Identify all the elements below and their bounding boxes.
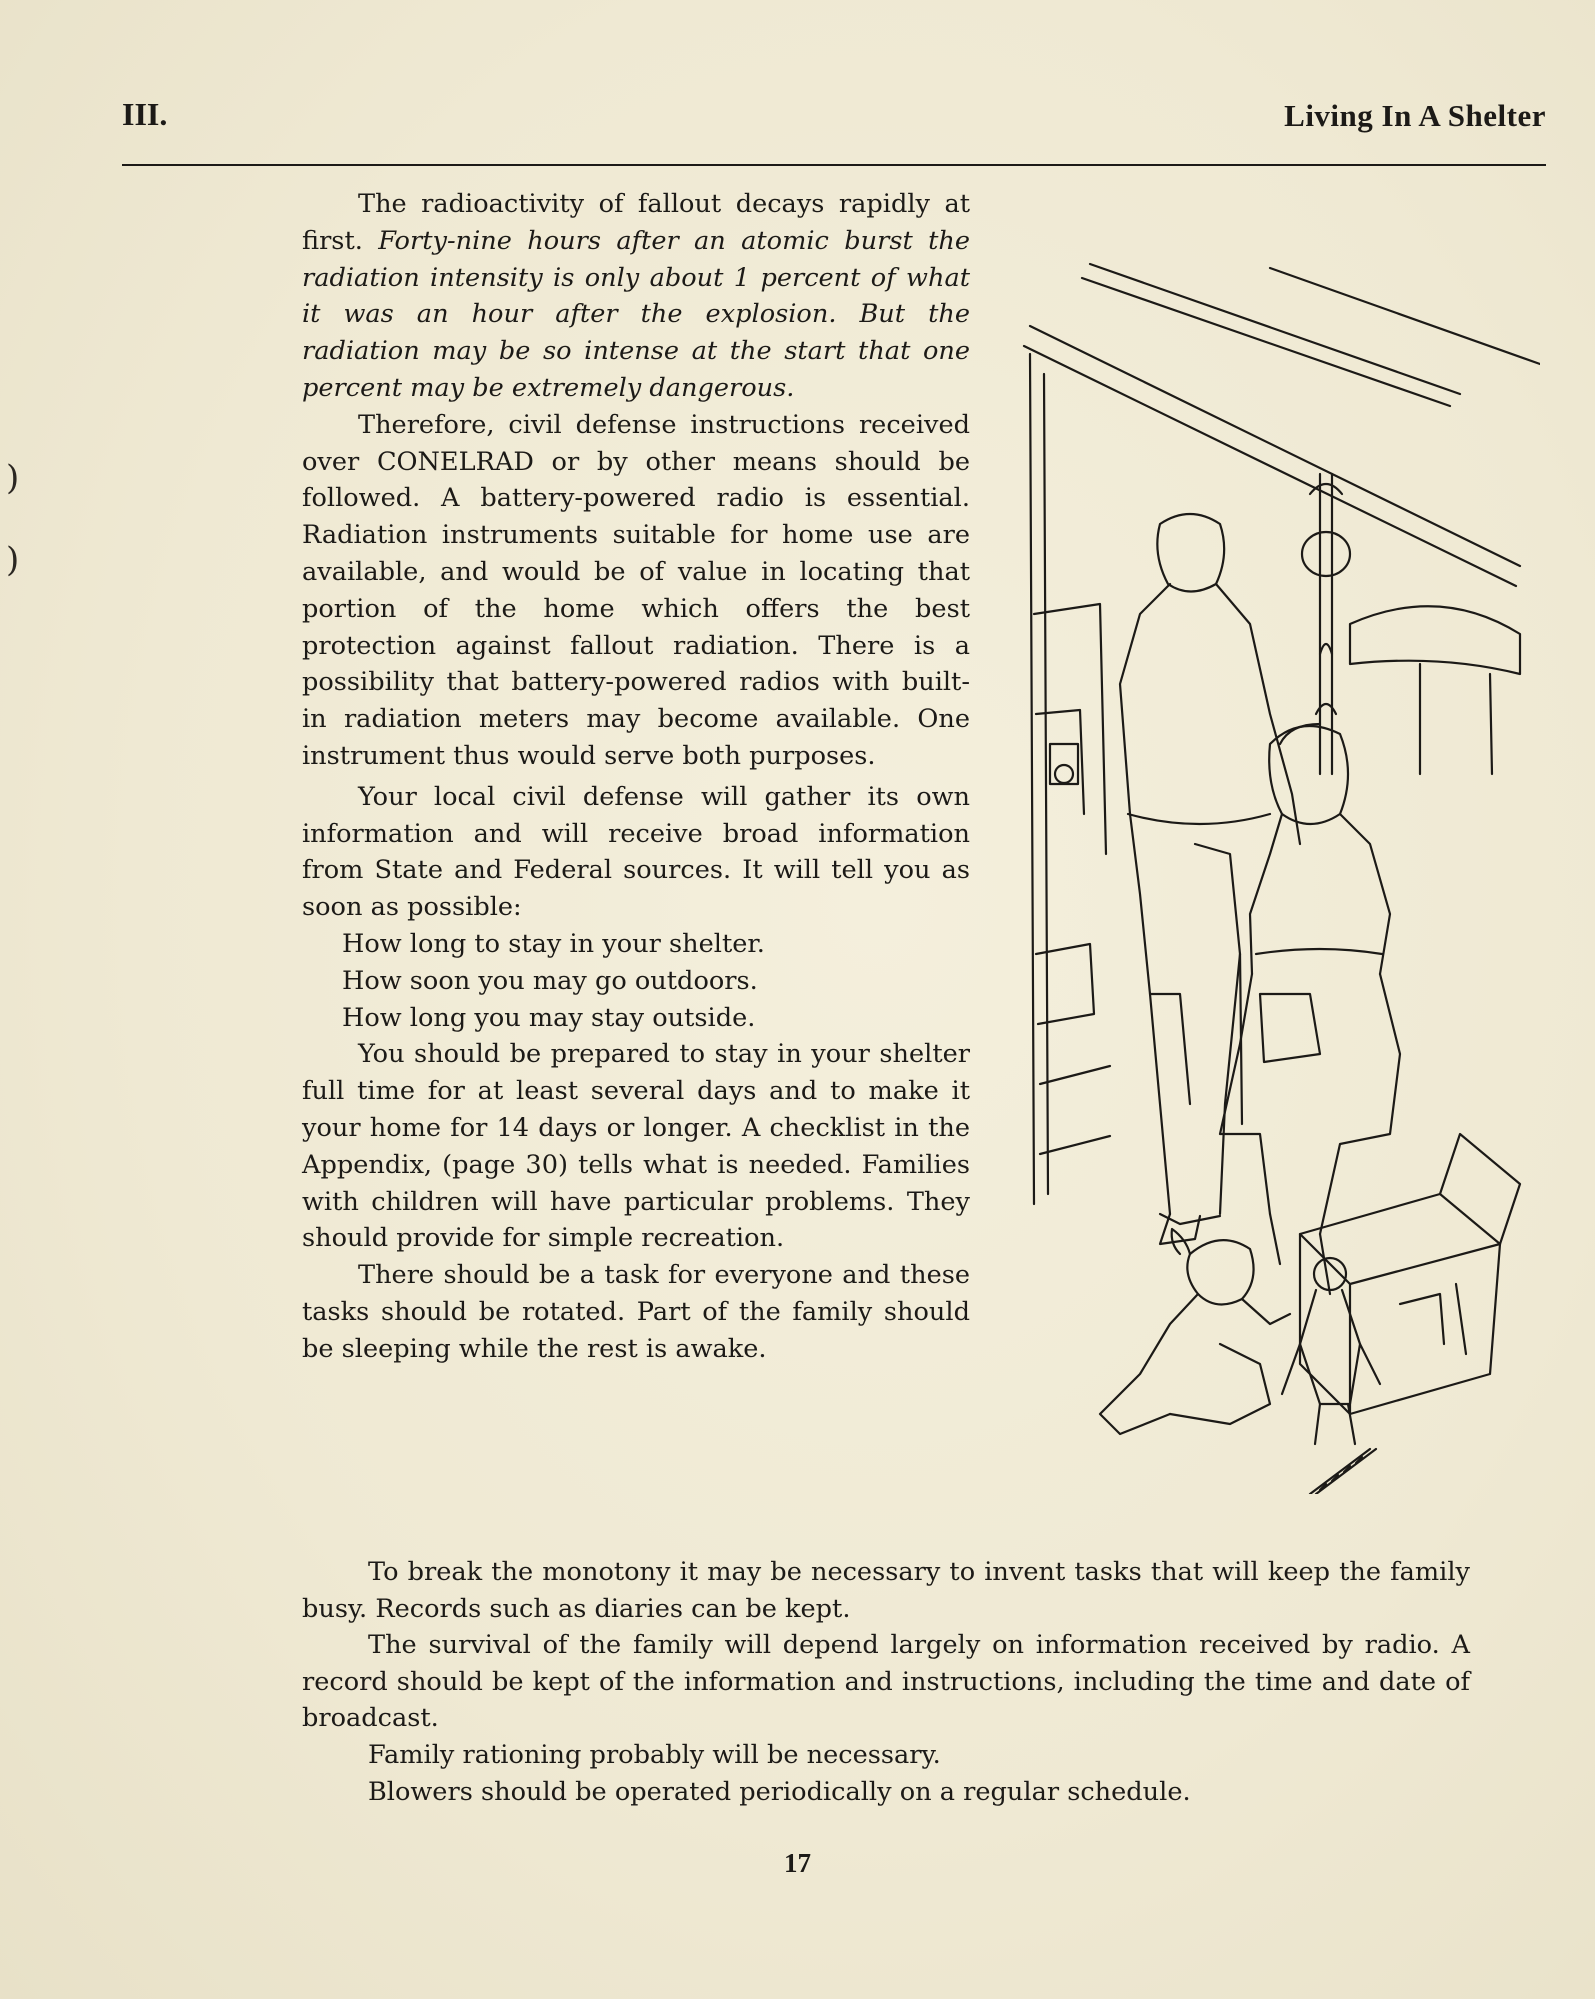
chapter-number: III. <box>122 96 168 132</box>
paragraph <box>302 779 970 926</box>
paragraph: To break the monotony it may be necessary to invent tasks that will keep the family busy. Records such as diaries can be kept. <box>302 1557 1470 1624</box>
paragraph-text: Your local civil defense will gather its own information and will receive broad information from State and Federal sources. It will tell you as soon as possible: <box>302 781 970 923</box>
header-rule <box>122 164 1546 166</box>
list-item: How soon you may go outdoors. <box>342 965 758 996</box>
table-drawing <box>1350 606 1520 774</box>
text-column <box>302 186 970 1368</box>
woman-drawing <box>1220 724 1400 1294</box>
paragraph <box>302 407 970 775</box>
storage-shelves-drawing <box>1030 354 1110 1204</box>
paragraph-text: Therefore, civil defense instructions received over CONELRAD or by other means should be followed. A battery-powered radio is essential. Radiation instruments suitable for home use are available, and would be of value in locating that portion of the home which offers the best protection against fallout radiation. There is a possibility that battery-powered radios with built-in radiation meters may become available. One instrument thus would serve both purposes. <box>302 409 970 771</box>
paragraph: Blowers should be operated periodically on a regular schedule. <box>368 1776 1191 1807</box>
paragraph <box>302 1257 970 1367</box>
list-item: How long you may stay outside. <box>342 1002 756 1033</box>
italic-text: Forty-nine hours after an atomic burst the radiation intensity is only about 1 percent of what it was an hour after the explosion. But the radiation may be so intense at the start that one percent may be extremely dangerous. <box>302 225 970 403</box>
ceiling-beams-drawing <box>1024 264 1540 586</box>
comb-drawing <box>1310 1449 1376 1494</box>
margin-mark: ) <box>6 458 20 498</box>
wide-text-block <box>302 1554 1470 1810</box>
page-number: 17 <box>784 1848 811 1878</box>
family-shelter-illustration <box>1020 254 1540 1494</box>
paragraph: The survival of the family will depend largely on information received by radio. A record should be kept of the information and instructions, including the time and date of broadcast. <box>302 1630 1470 1734</box>
standing-man-drawing <box>1120 514 1300 1244</box>
header-title: Living In A Shelter <box>1284 98 1546 133</box>
girl-with-doll-drawing <box>1100 1229 1380 1444</box>
paragraph-text: You should be prepared to stay in your shelter full time for at least several days and to make it your home for 14 days or longer. A checklist in the Appendix, (page 30) tells what is needed. Families with children will have particular problems. They should provide for simple recreation. <box>302 1039 970 1254</box>
paragraph: Family rationing probably will be necessary. <box>368 1739 941 1770</box>
paragraph <box>302 1036 970 1257</box>
list-item: How long to stay in your shelter. <box>342 928 765 959</box>
paragraph-text: There should be a task for everyone and these tasks should be rotated. Part of the family should be sleeping while the rest is awake. <box>302 1260 970 1364</box>
paragraph <box>302 186 970 407</box>
margin-mark: ) <box>6 540 20 580</box>
page-header <box>122 96 1546 136</box>
paragraph-text: The radioactivity of fallout decays rapidly at first. <box>302 189 970 256</box>
